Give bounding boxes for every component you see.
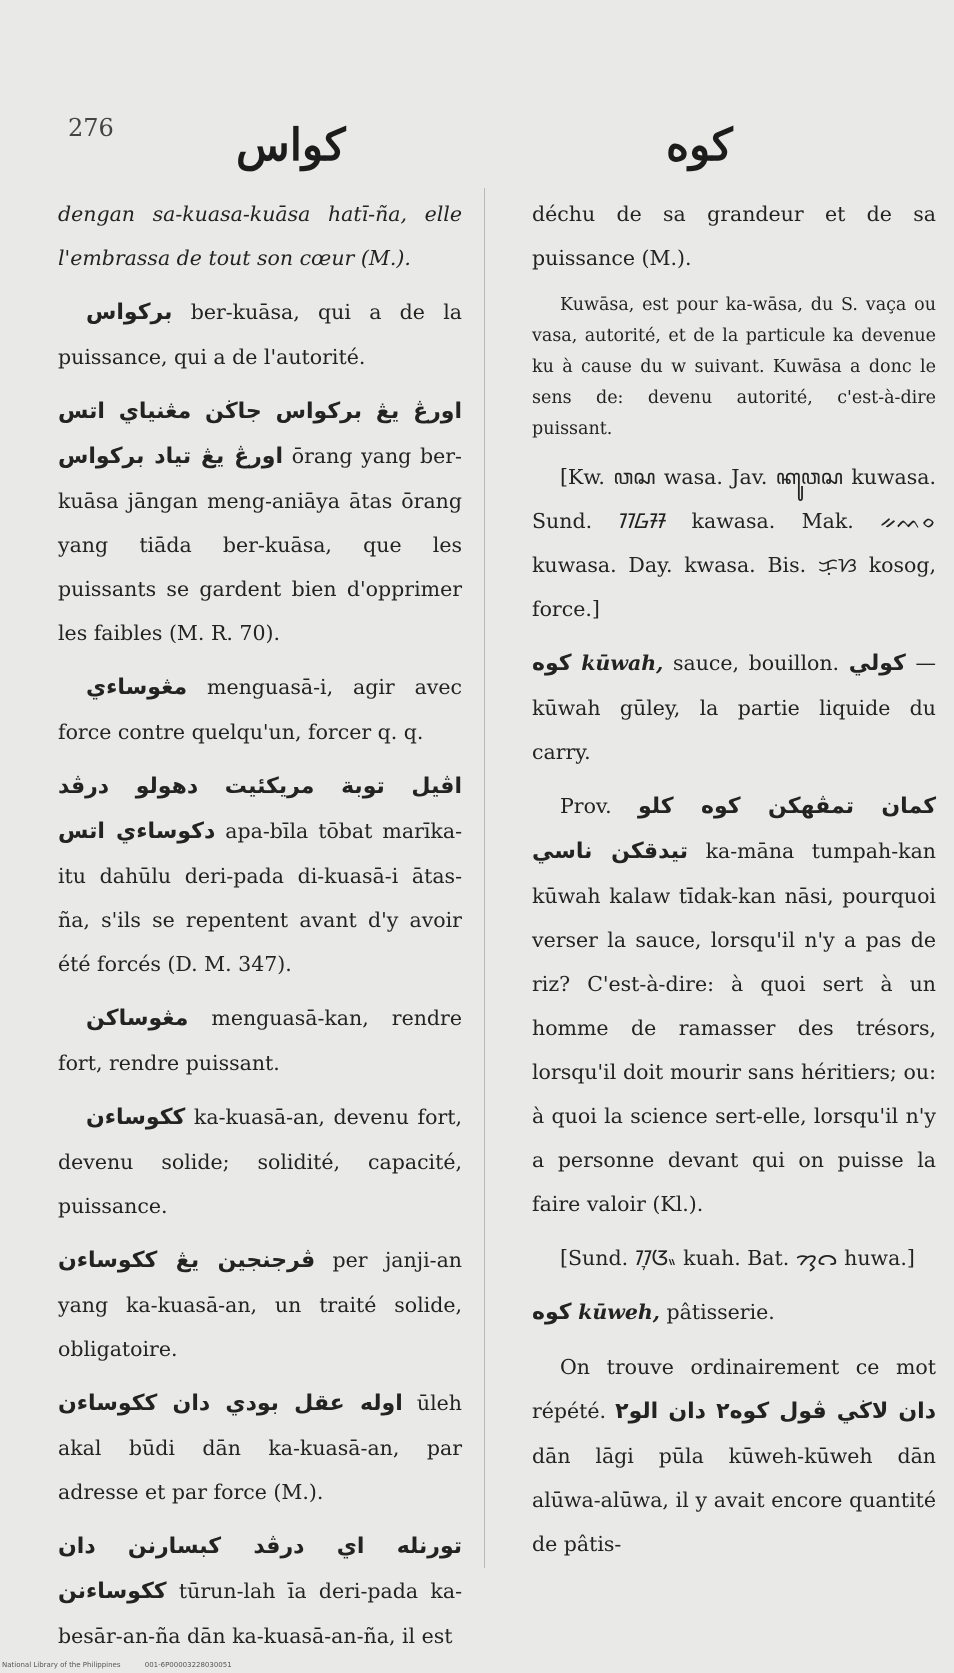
scan-footer — [2, 1661, 254, 1669]
entry-text: ككوساءن ka-kuasā-an, devenu fort, devenu solide; solidité, capacité, puissance. — [58, 1105, 462, 1218]
footer-library: National Library of the Philippines — [2, 1661, 121, 1669]
running-head-right: كوه — [666, 120, 733, 171]
entry-text: تورنله اي درڤد كبسارنن دان ككوساءنن tūrun-lah īa deri-pada ka-besār-an-ña dān ka-kuasā-an-ña, il est — [58, 1534, 462, 1648]
entry-text: ڤرجنجين يڠ ككوساءن per janji-an yang ka-kuasā-an, un traité solide, obligatoire. — [58, 1248, 462, 1361]
entry-kuwah: كوه kūwah, sauce, bouillon. كولي — kūwah gūley, la partie liquide du carry. — [532, 651, 936, 764]
entry-text: dengan sa-kuasa-kuāsa hatī-ña, elle l'embrassa de tout son cœur (M.). — [58, 202, 462, 270]
etymology-note: Kuwāsa, est pour ka-wāsa, du S. vaça ou vasa, autorité, et de la particule ka devenue ku à cause du w suivant. Kuwāsa a donc le sens de: devenu autorité, c'est-à-dire puissant. — [532, 295, 936, 439]
running-head-left: كواس — [236, 120, 346, 171]
entry-text: مڠوساءي menguasā-i, agir avec force contre quelqu'un, forcer q. q. — [58, 675, 462, 744]
entry-text: بركواس ber-kuāsa, qui a de la puissance, qui a de l'autorité. — [58, 300, 462, 369]
proverb: Prov. كمان تمڤهكن كوه كلو تيدقكن ناسي ka-māna tumpah-kan kūwah kalaw tīdak-kan nāsi, pourquoi verser la sauce, lorsqu'il n'y a pas de riz? C'est-à-dire: à quoi sert à un homme de ramasser des trésors, lorsqu'il doit mourir sans héritiers; ou: à quoi la science sert-elle, lorsqu'il n'y a personne devant qui on puisse la faire valoir (Kl.). — [532, 794, 936, 1216]
entry-text: اڤيل توبة مريكئيت دهولو درڤد دكوساءي اتس apa-bīla tōbat marīka-itu dahūlu deri-pada di-kuasā-i ātas-ña, s'ils se repentent avant d'y avoir été forcés (D. M. 347). — [58, 774, 462, 976]
right-column — [532, 192, 936, 1576]
entry-text: اورڠ يڠ بركواس جاڬن مڠنياي اتس اورڠ يڠ تياد بركواس ōrang yang ber-kuāsa jāngan meng-aniāya ātas ōrang yang tiāda ber-kuāsa, que les puissants se gardent bien d'opprimer les faibles (M. R. 70). — [58, 399, 462, 645]
entry-text: déchu de sa grandeur et de sa puissance (M.). — [532, 202, 936, 270]
etymology-cognates: [Sund. ᮊᮥᮃᮂ kuah. Bat. ᯂᯮᯋ huwa.] — [560, 1246, 915, 1270]
page-number: 276 — [68, 114, 114, 142]
entry-text: اوله عقل بودي دان ككوساءن ūleh akal būdi dān ka-kuasā-an, par adresse et par force (M.). — [58, 1391, 462, 1504]
footer-id: 001-6P00003228030051 — [144, 1661, 232, 1669]
etymology-cognates: [Kw. ꦮꦱ wasa. Jav. ꦏꦸꦮꦱ kuwasa. Sund. ᮊᮝᮞ kawasa. Mak. ᨀᨓᨔ kuwasa. Day. kwasa. Bis. ᜃᜓᜐ kosog, force.] — [532, 465, 936, 621]
entry-kuweh: كوه kūweh, pâtisserie. — [532, 1300, 775, 1325]
column-divider — [484, 188, 485, 1568]
entry-text: مڠوساكن menguasā-kan, rendre fort, rendre puissant. — [58, 1006, 462, 1075]
entry-text: On trouve ordinairement ce mot répété. دان لاڬي ڤول كوه٢ دان الو٢ dān lāgi pūla kūweh-kūweh dān alūwa-alūwa, il y avait encore quantité de pâtis- — [532, 1355, 936, 1556]
left-column — [58, 192, 462, 1668]
